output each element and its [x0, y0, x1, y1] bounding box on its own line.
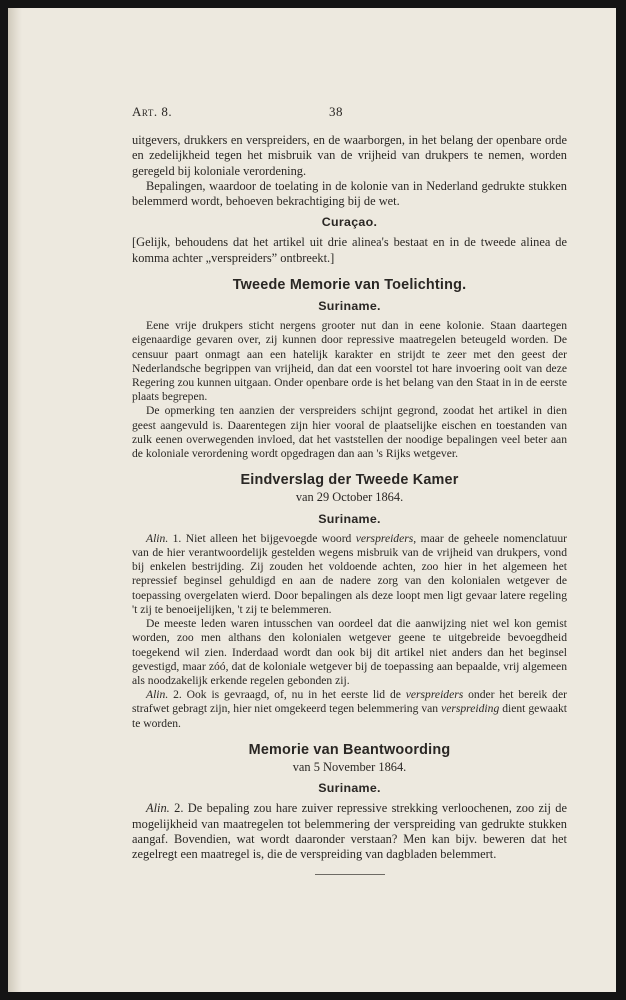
- italic-term: verspreiding: [441, 702, 500, 716]
- section-date: van 5 November 1864.: [292, 759, 407, 774]
- book-page: [8, 8, 616, 992]
- paragraph: uitgevers, drukkers en verspreiders, en de waarborgen, in het belang der openbare orde en zedelijkheid tegen het misbruik van de vrijheid van drukpers te nemen, worden geregeld bij koloniale verordening.: [132, 133, 567, 178]
- paragraph: De meeste leden waren intusschen van oordeel dat die aanwijzing niet wel kon gemist worden, zoo men althans den kolonialen wetgever geene te uitgebreide bevoegdheid toegekend wil zien. Inderdaad wordt dan ook bij dit artikel niet anders dan het beginsel gevestigd, maar zóó, dat de koloniale wetgever bij de toepassing aan bepaalde, vrij algemeen als noodzakelijk erkende regelen gebonden zij.: [132, 617, 567, 687]
- section-title-memorie-beantwoording: Memorie van Beantwoording: [248, 741, 451, 758]
- article-label: Art. 8.: [132, 104, 173, 119]
- subsection-heading-suriname: Suriname.: [318, 511, 381, 526]
- running-header: [132, 104, 567, 119]
- paragraph: [Gelijk, behoudens dat het artikel uit drie alinea's bestaat en in de tweede alinea de komma achter „verspreiders” ontbreekt.]: [132, 235, 567, 265]
- page-number: 38: [329, 104, 343, 119]
- alinea-label: Alin.: [146, 801, 170, 816]
- alinea-label: Alin.: [146, 531, 169, 545]
- paragraph: Alin. 1. Niet alleen het bijgevoegde woord verspreiders, maar de geheele nomenclatuur van de hier verantwoordelijk gestelden wegens misbruik van de vrijheid van drukpers, vond bij enkelen bestrijding. Zij zouden het voldoende achten, zoo hier in het algemeen het repressief beginsel gehuldigd en aan de nadere zorg van den kolonialen wetgever de toepassing overgelaten wierd. Door bepalingen als deze loopt men ligt gevaar latere regeling 't zij te benoeijelijken, 't zij te belemmeren.: [132, 531, 567, 616]
- paragraph: De opmerking ten aanzien der verspreiders schijnt gegrond, zoodat het artikel in dien geest aangevuld is. Daarentegen zijn hier vooral de plaatselijke eischen en toestanden van zulk eenen overwegenden invloed, dat het vaststellen der noodige bepalingen veel beter aan de koloniale verordening wordt opgedragen dan aan 's Rijks wetgever.: [132, 404, 567, 461]
- subsection-heading-suriname: Suriname.: [318, 299, 381, 314]
- section-title-tweede-memorie: Tweede Memorie van Toelichting.: [232, 276, 467, 293]
- paragraph: Eene vrije drukpers sticht nergens grooter nut dan in eene kolonie. Staan daartegen eigenaardige gevaren over, zij kunnen door repressive maatregelen beteugeld worden. De censuur paart onmagt aan een hatelijk karakter en strijdt te zeer met den geest der Nederlandsche begrippen van vrijheid, dan dat een voorstel tot hare invoering ooit van deze Regering zou kunnen uitgaan. Onder openbare orde is het belang van den Staat in in de eerste plaats begrepen.: [132, 319, 567, 404]
- closing-rule: [315, 874, 385, 875]
- paragraph: Bepalingen, waardoor de toelating in de kolonie van in Nederland gedrukte stukken belemmerd wordt, behoeven bekrachtiging bij de wet.: [132, 178, 567, 209]
- section-heading-curacao: Curaçao.: [321, 215, 378, 230]
- paragraph: Alin. 2. De bepaling zou hare zuiver repressive strekking verloochenen, zoo zij de mogelijkheid van maatregelen tot belemmering der verspreiding van gedrukte stukken aangaf. Bovendien, wat wordt daaronder verstaan? Men kan bijv. beweren dat het zegelregt een maatregel is, die de verspreiding van dagbladen belemmert.: [132, 801, 567, 861]
- page-binding-edge: [8, 8, 22, 992]
- section-title-eindverslag: Eindverslag der Tweede Kamer: [240, 472, 459, 489]
- section-date: van 29 October 1864.: [295, 490, 404, 505]
- italic-term: verspreiders: [405, 688, 464, 702]
- page-text-block: [132, 104, 567, 875]
- alinea-label: Alin.: [146, 688, 169, 702]
- paragraph: Alin. 2. Ook is gevraagd, of, nu in het eerste lid de verspreiders onder het bereik der strafwet gebragt zijn, hier niet omgekeerd tegen belemmering van verspreiding dient gewaakt te worden.: [132, 688, 567, 730]
- subsection-heading-suriname: Suriname.: [318, 781, 381, 796]
- italic-term: verspreiders: [355, 531, 414, 545]
